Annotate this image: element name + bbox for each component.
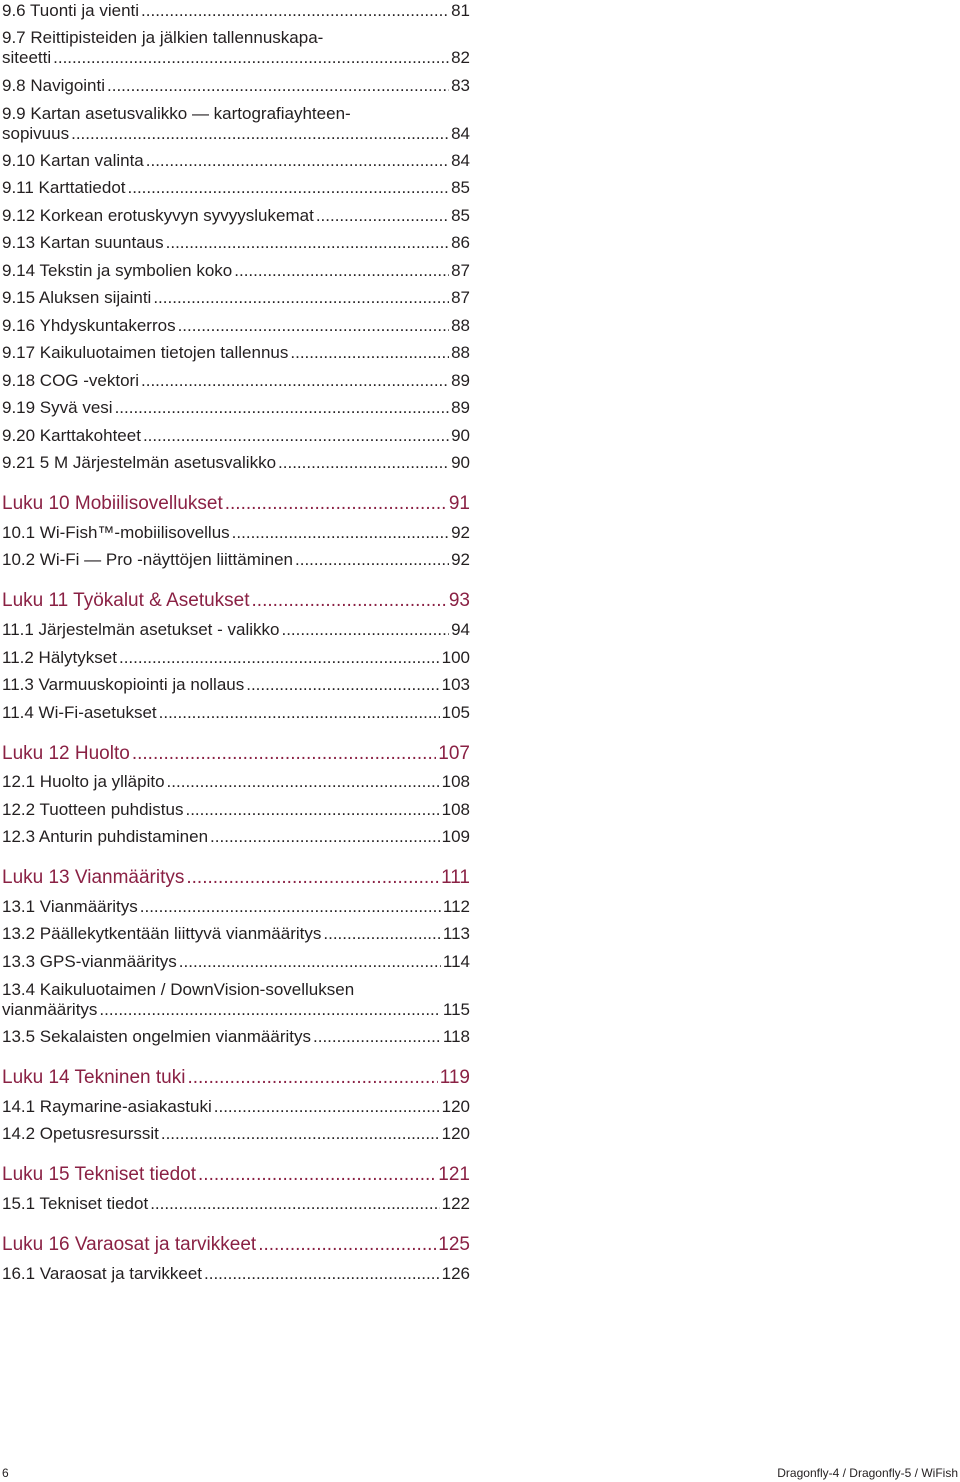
toc-entry-title: 9.16 Yhdyskuntakerros bbox=[2, 316, 176, 335]
toc-entry-title: 10.1 Wi-Fish™-mobiilisovellus bbox=[2, 523, 230, 542]
toc-page-number: 92 bbox=[451, 523, 470, 542]
dot-leader bbox=[246, 675, 439, 695]
dot-leader bbox=[186, 867, 439, 889]
dot-leader bbox=[179, 952, 441, 972]
toc-page-number: 115 bbox=[442, 1000, 470, 1019]
dot-leader bbox=[71, 124, 449, 144]
toc-entry-title: Luku 13 Vianmääritys bbox=[2, 867, 185, 888]
toc-page-number: 88 bbox=[451, 343, 470, 362]
toc-section-entry[interactable] bbox=[2, 648, 470, 668]
toc-entry-title: Luku 14 Tekninen tuki bbox=[2, 1067, 186, 1088]
toc-page-number: 107 bbox=[438, 743, 470, 764]
toc-entry-title: 13.1 Vianmääritys bbox=[2, 897, 138, 916]
toc-section-entry[interactable] bbox=[2, 980, 470, 1020]
toc-entry-title: 9.18 COG -vektori bbox=[2, 371, 139, 390]
toc-section-entry[interactable] bbox=[2, 1124, 470, 1144]
page-number: 6 bbox=[2, 1466, 9, 1480]
toc-page-number: 92 bbox=[451, 550, 470, 569]
toc-section-entry[interactable] bbox=[2, 316, 470, 336]
toc-section-entry[interactable] bbox=[2, 261, 470, 281]
dot-leader bbox=[234, 261, 449, 281]
toc-chapter-entry[interactable] bbox=[2, 590, 470, 612]
dot-leader bbox=[132, 743, 436, 765]
toc-entry-title: 9.11 Karttatiedot bbox=[2, 178, 126, 197]
toc-section-entry[interactable] bbox=[2, 371, 470, 391]
toc-section-entry[interactable] bbox=[2, 800, 470, 820]
toc-section-entry[interactable] bbox=[2, 675, 470, 695]
toc-entry-title: 12.1 Huolto ja ylläpito bbox=[2, 772, 165, 791]
toc-chapter-entry[interactable] bbox=[2, 1164, 470, 1186]
dot-leader bbox=[210, 827, 440, 847]
toc-entry-title: 9.13 Kartan suuntaus bbox=[2, 233, 164, 252]
toc-page-number: 89 bbox=[451, 371, 470, 390]
toc-page-number: 81 bbox=[451, 1, 470, 20]
dot-leader bbox=[185, 800, 439, 820]
toc-section-entry[interactable] bbox=[2, 1027, 470, 1047]
toc-page-number: 84 bbox=[451, 151, 470, 170]
toc-section-entry[interactable] bbox=[2, 1264, 470, 1284]
toc-chapter-entry[interactable] bbox=[2, 1067, 470, 1089]
dot-leader bbox=[232, 523, 449, 543]
toc-section-entry[interactable] bbox=[2, 924, 470, 944]
dot-leader bbox=[140, 897, 441, 917]
toc-entry-title: 12.2 Tuotteen puhdistus bbox=[2, 800, 184, 819]
toc-section-entry[interactable] bbox=[2, 550, 470, 570]
toc-entry-title: Luku 10 Mobiilisovellukset bbox=[2, 493, 223, 514]
toc-page-number: 93 bbox=[448, 590, 470, 611]
toc-entry-title: 13.2 Päällekytkentään liittyvä vianmääritys bbox=[2, 924, 322, 943]
toc-page-number: 121 bbox=[438, 1164, 470, 1185]
toc-entry-title: 9.15 Aluksen sijainti bbox=[2, 288, 152, 307]
toc-page-number: 122 bbox=[441, 1194, 470, 1213]
toc-section-entry[interactable] bbox=[2, 343, 470, 363]
toc-entry-title: 9.12 Korkean erotuskyvyn syvyyslukemat bbox=[2, 206, 314, 225]
toc-entry-title: 9.10 Kartan valinta bbox=[2, 151, 144, 170]
dot-leader bbox=[290, 343, 449, 363]
toc-page-number: 94 bbox=[451, 620, 470, 639]
toc-entry-title: 9.14 Tekstin ja symbolien koko bbox=[2, 261, 233, 280]
toc-section-entry[interactable] bbox=[2, 827, 470, 847]
toc-entry-title: 11.1 Järjestelmän asetukset - valikko bbox=[2, 620, 280, 639]
toc-page-number: 87 bbox=[451, 288, 470, 307]
dot-leader bbox=[187, 1067, 437, 1089]
dot-leader bbox=[115, 398, 450, 418]
toc-page-number: 105 bbox=[441, 703, 470, 722]
toc-entry-title: 9.19 Syvä vesi bbox=[2, 398, 113, 417]
toc-chapter-entry[interactable] bbox=[2, 743, 470, 765]
toc-entry-title: 15.1 Tekniset tiedot bbox=[2, 1194, 149, 1213]
toc-section-entry[interactable] bbox=[2, 952, 470, 972]
toc-entry-title: 14.1 Raymarine-asiakastuki bbox=[2, 1097, 212, 1116]
toc-entry-title: 10.2 Wi-Fi — Pro -näyttöjen liittäminen bbox=[2, 550, 293, 569]
toc-section-entry[interactable] bbox=[2, 897, 470, 917]
toc-entry-title: Luku 12 Huolto bbox=[2, 743, 130, 764]
toc-section-entry[interactable] bbox=[2, 1097, 470, 1117]
toc-section-entry[interactable] bbox=[2, 453, 470, 473]
toc-entry-title: Luku 15 Tekniset tiedot bbox=[2, 1164, 197, 1185]
dot-leader bbox=[313, 1027, 441, 1047]
dot-leader bbox=[281, 620, 449, 640]
toc-page-number: 84 bbox=[451, 124, 470, 143]
dot-leader bbox=[295, 550, 449, 570]
toc-page-number: 86 bbox=[451, 233, 470, 252]
toc-page-number: 82 bbox=[451, 48, 470, 67]
toc-chapter-entry[interactable] bbox=[2, 493, 470, 515]
toc-section-entry[interactable] bbox=[2, 233, 470, 253]
toc-entry-title: 9.21 5 M Järjestelmän asetusvalikko bbox=[2, 453, 277, 472]
toc-entry-title: 16.1 Varaosat ja tarvikkeet bbox=[2, 1264, 203, 1283]
toc-page-number: 109 bbox=[441, 827, 470, 846]
dot-leader bbox=[252, 590, 447, 612]
toc-page-number: 114 bbox=[442, 952, 470, 971]
document-title: Dragonfly-4 / Dragonfly-5 / WiFish bbox=[777, 1466, 958, 1480]
toc-page-number: 90 bbox=[451, 426, 470, 445]
dot-leader bbox=[53, 48, 449, 68]
toc-entry-title: Luku 11 Työkalut & Asetukset bbox=[2, 590, 250, 611]
toc-section-entry[interactable] bbox=[2, 28, 470, 68]
dot-leader bbox=[159, 703, 440, 723]
toc-page-number: 89 bbox=[451, 398, 470, 417]
toc-page-number: 118 bbox=[442, 1027, 470, 1046]
toc-page-number: 85 bbox=[451, 178, 470, 197]
toc-entry-title: sopivuus bbox=[2, 124, 70, 143]
toc-entry-title: vianmääritys bbox=[2, 1000, 98, 1019]
toc-section-entry[interactable] bbox=[2, 1, 470, 21]
toc-page-number: 113 bbox=[442, 924, 470, 943]
toc-entry-title: 14.2 Opetusresurssit bbox=[2, 1124, 159, 1143]
dot-leader bbox=[107, 76, 449, 96]
toc-section-entry[interactable] bbox=[2, 104, 470, 144]
toc-page-number: 88 bbox=[451, 316, 470, 335]
toc-entry-title: 11.4 Wi-Fi-asetukset bbox=[2, 703, 157, 722]
toc-entry-title: 9.20 Karttakohteet bbox=[2, 426, 141, 445]
toc-entry-title-line: 9.9 Kartan asetusvalikko — kartografiayhteen- bbox=[2, 104, 351, 123]
toc-entry-title-line: 13.4 Kaikuluotaimen / DownVision-sovelluksen bbox=[2, 980, 355, 999]
toc-page-number: 87 bbox=[451, 261, 470, 280]
toc-entry-title: 9.6 Tuonti ja vienti bbox=[2, 1, 140, 20]
dot-leader bbox=[141, 371, 449, 391]
toc-page-number: 90 bbox=[451, 453, 470, 472]
dot-leader bbox=[99, 1000, 440, 1020]
toc-section-entry[interactable] bbox=[2, 772, 470, 792]
toc-page-number: 125 bbox=[438, 1234, 470, 1255]
dot-leader bbox=[198, 1164, 436, 1186]
toc-section-entry[interactable] bbox=[2, 288, 470, 308]
dot-leader bbox=[214, 1097, 440, 1117]
dot-leader bbox=[141, 1, 449, 21]
dot-leader bbox=[278, 453, 449, 473]
toc-section-entry[interactable] bbox=[2, 151, 470, 171]
dot-leader bbox=[143, 426, 449, 446]
toc-chapter-entry[interactable] bbox=[2, 1234, 470, 1256]
toc-section-entry[interactable] bbox=[2, 76, 470, 96]
dot-leader bbox=[225, 493, 447, 515]
toc-page-number: 91 bbox=[448, 493, 470, 514]
toc-section-entry[interactable] bbox=[2, 398, 470, 418]
dot-leader bbox=[323, 924, 441, 944]
toc-chapter-entry[interactable] bbox=[2, 867, 470, 889]
toc-entry-title: Luku 16 Varaosat ja tarvikkeet bbox=[2, 1234, 257, 1255]
dot-leader bbox=[161, 1124, 440, 1144]
dot-leader bbox=[204, 1264, 440, 1284]
toc-page-number: 100 bbox=[441, 648, 470, 667]
dot-leader bbox=[167, 772, 440, 792]
dot-leader bbox=[316, 206, 449, 226]
dot-leader bbox=[119, 648, 440, 668]
toc-page-number: 120 bbox=[441, 1124, 470, 1143]
toc-page-number: 120 bbox=[441, 1097, 470, 1116]
dot-leader bbox=[150, 1194, 439, 1214]
dot-leader bbox=[178, 316, 450, 336]
dot-leader bbox=[166, 233, 449, 253]
toc-entry-title: 13.3 GPS-vianmääritys bbox=[2, 952, 177, 971]
toc-page-number: 126 bbox=[441, 1264, 470, 1283]
toc-entry-title: 9.8 Navigointi bbox=[2, 76, 106, 95]
toc-entry-title: 11.3 Varmuuskopiointi ja nollaus bbox=[2, 675, 245, 694]
toc-page-number: 112 bbox=[442, 897, 470, 916]
toc-page-number: 108 bbox=[441, 772, 470, 791]
toc-section-entry[interactable] bbox=[2, 620, 470, 640]
toc-entry-title: 12.3 Anturin puhdistaminen bbox=[2, 827, 209, 846]
toc-page-number: 108 bbox=[441, 800, 470, 819]
toc-section-entry[interactable] bbox=[2, 703, 470, 723]
toc-entry-title: 13.5 Sekalaisten ongelmien vianmääritys bbox=[2, 1027, 312, 1046]
toc-page-number: 83 bbox=[451, 76, 470, 95]
toc-section-entry[interactable] bbox=[2, 426, 470, 446]
toc-page-number: 85 bbox=[451, 206, 470, 225]
dot-leader bbox=[153, 288, 449, 308]
toc-section-entry[interactable] bbox=[2, 1194, 470, 1214]
dot-leader bbox=[146, 151, 449, 171]
toc-entry-title: siteetti bbox=[2, 48, 52, 67]
toc-section-entry[interactable] bbox=[2, 523, 470, 543]
toc-section-entry[interactable] bbox=[2, 178, 470, 198]
toc-page-number: 119 bbox=[439, 1067, 470, 1088]
toc-entry-title: 11.2 Hälytykset bbox=[2, 648, 117, 667]
dot-leader bbox=[128, 178, 450, 198]
toc-page-number: 111 bbox=[441, 867, 470, 888]
dot-leader bbox=[258, 1234, 436, 1256]
toc-page-number: 103 bbox=[441, 675, 470, 694]
toc-entry-title: 9.17 Kaikuluotaimen tietojen tallennus bbox=[2, 343, 289, 362]
toc-section-entry[interactable] bbox=[2, 206, 470, 226]
toc-entry-title-line: 9.7 Reittipisteiden ja jälkien tallennuskapa- bbox=[2, 28, 324, 47]
